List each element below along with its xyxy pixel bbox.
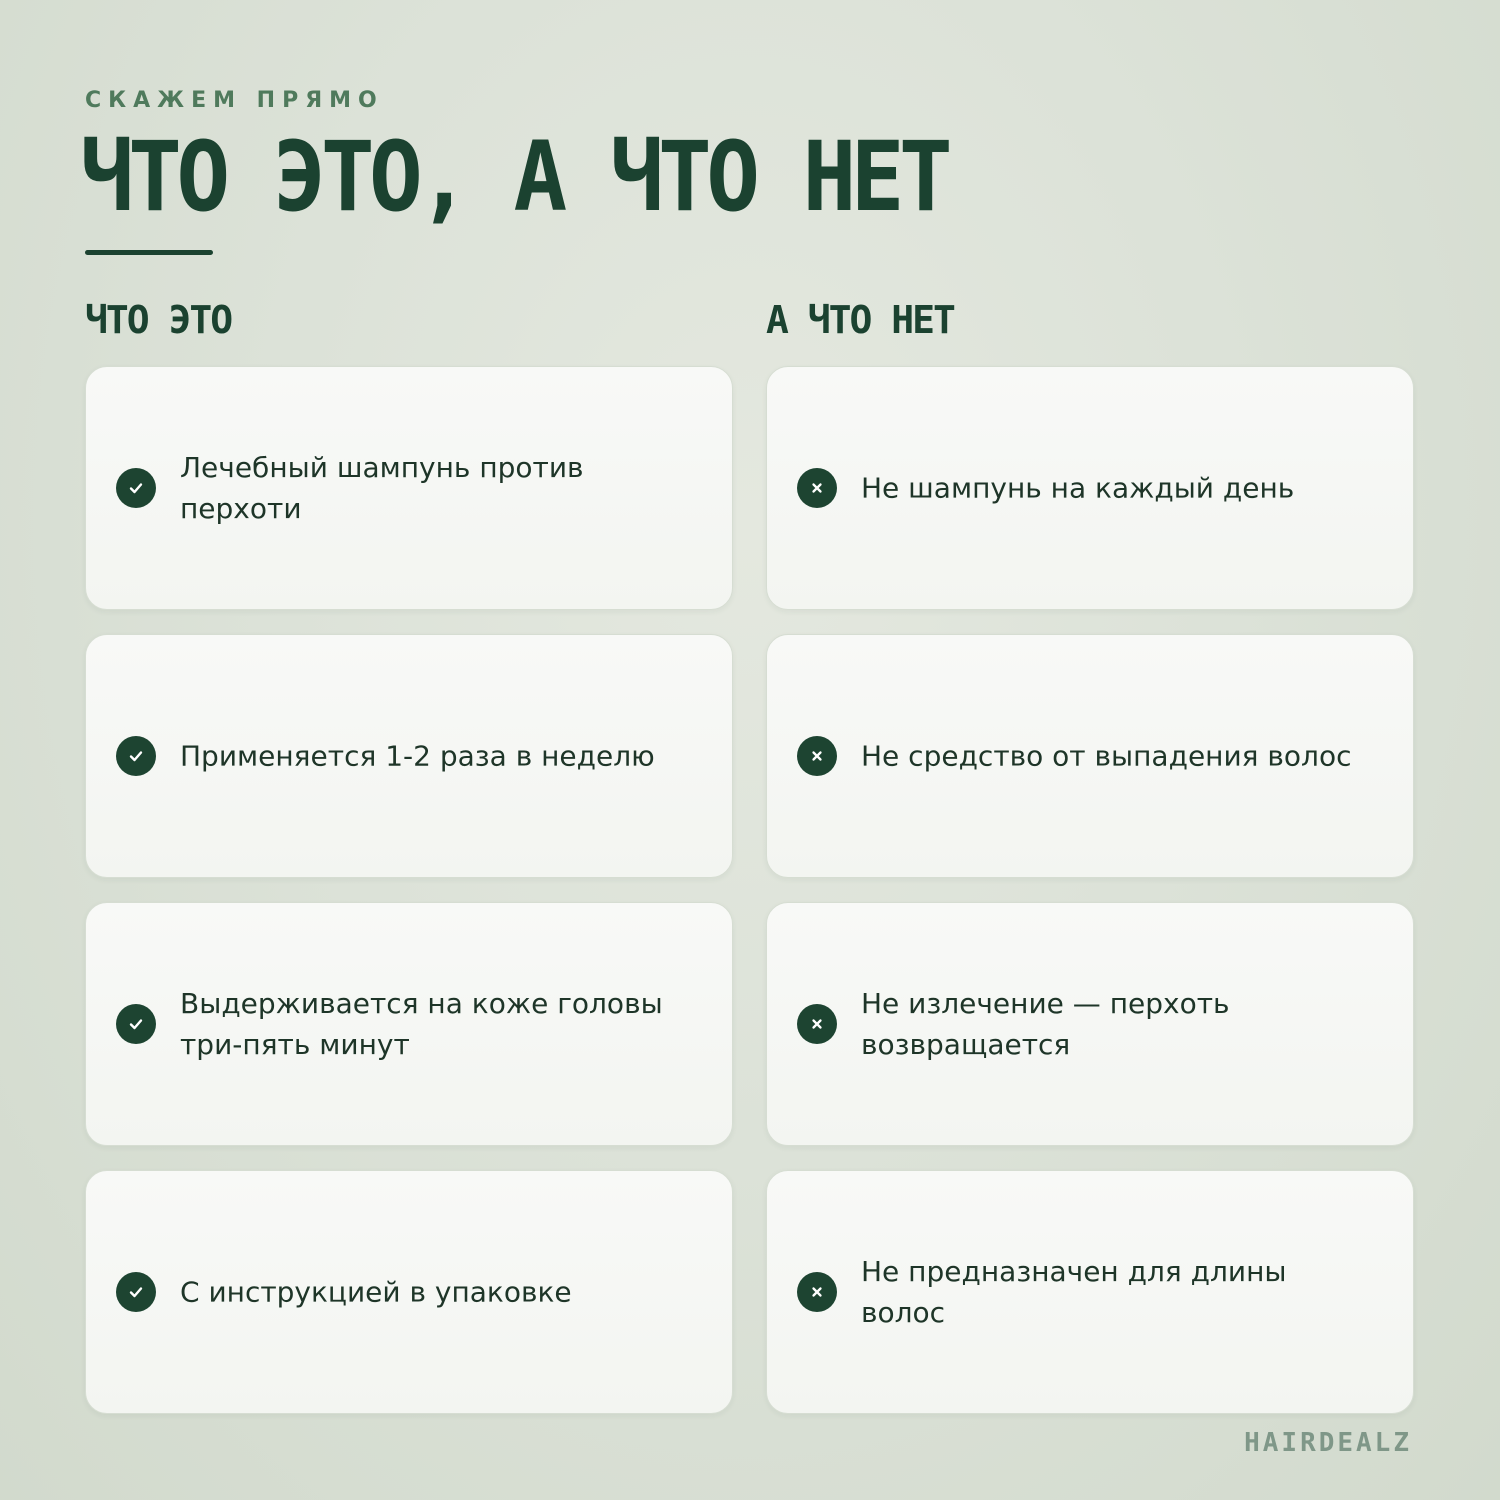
cross-icon xyxy=(797,1272,837,1312)
check-icon xyxy=(116,736,156,776)
is-not-card-text: Не излечение — перхоть возвращается xyxy=(861,987,1230,1061)
is-not-card-text: Не шампунь на каждый день xyxy=(861,471,1295,505)
is-card-text: Лечебный шампунь против перхоти xyxy=(180,451,584,525)
is-not-card xyxy=(766,1170,1414,1414)
column-heading-is: ЧТО ЭТО xyxy=(85,298,232,342)
cross-icon xyxy=(797,1004,837,1044)
brand-logo: HAIRDEALZ xyxy=(1244,1428,1412,1458)
check-icon xyxy=(116,468,156,508)
cross-icon xyxy=(797,736,837,776)
is-card xyxy=(85,634,733,878)
is-card-text: Выдерживается на коже головы три-пять минут xyxy=(180,987,663,1061)
is-card-text: Применяется 1-2 раза в неделю xyxy=(180,739,655,773)
title-underline xyxy=(85,250,213,255)
is-not-card xyxy=(766,366,1414,610)
page-title: ЧТО ЭТО, А ЧТО НЕТ xyxy=(80,121,948,233)
is-not-card-text: Не предназначен для длины волос xyxy=(861,1255,1287,1329)
check-icon xyxy=(116,1272,156,1312)
is-card xyxy=(85,366,733,610)
is-card xyxy=(85,1170,733,1414)
eyebrow-label: СКАЖЕМ ПРЯМО xyxy=(85,88,384,113)
is-card xyxy=(85,902,733,1146)
is-not-card-text: Не средство от выпадения волос xyxy=(861,739,1352,773)
cross-icon xyxy=(797,468,837,508)
is-card-text: С инструкцией в упаковке xyxy=(180,1275,572,1309)
is-not-card xyxy=(766,634,1414,878)
column-heading-is-not: А ЧТО НЕТ xyxy=(766,298,954,342)
is-not-card xyxy=(766,902,1414,1146)
check-icon xyxy=(116,1004,156,1044)
